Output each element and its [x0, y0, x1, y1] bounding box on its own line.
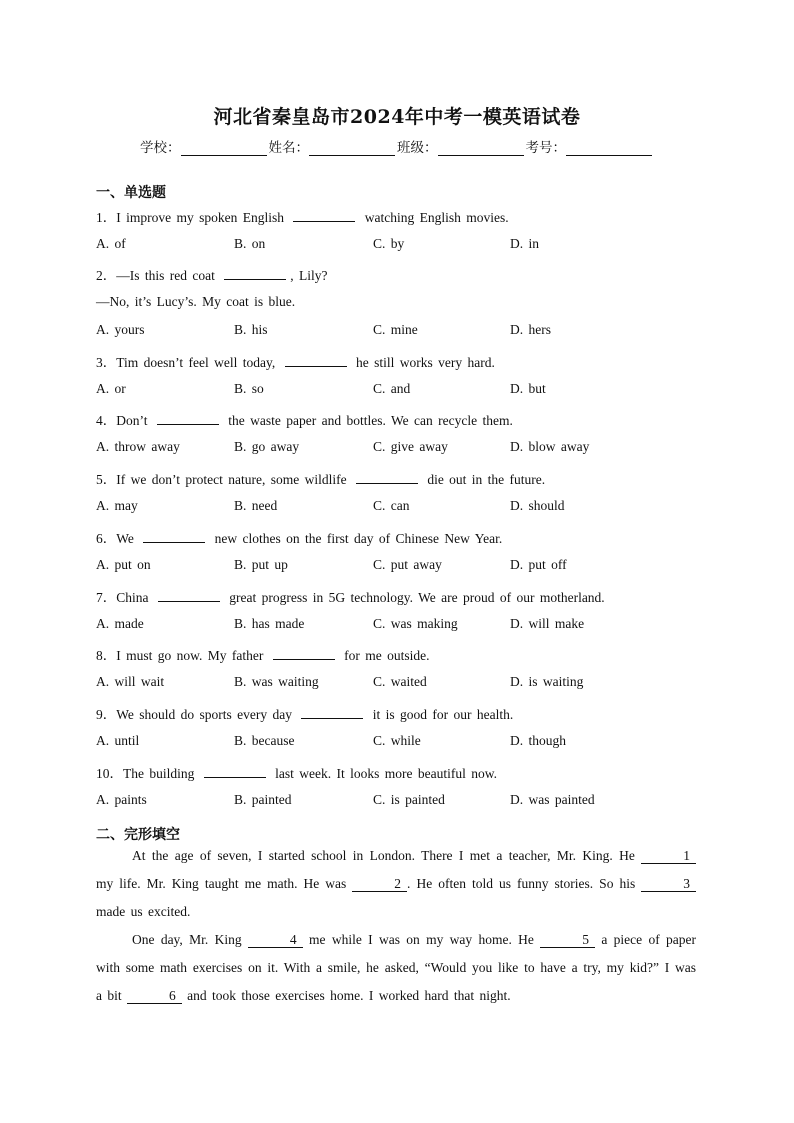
option-c: C. give away — [373, 439, 448, 454]
question-4-options — [96, 439, 716, 457]
question-text: great progress in 5G technology. We are proud of our motherland. — [223, 590, 605, 605]
option-b: B. so — [234, 381, 264, 396]
option-c: C. and — [373, 381, 411, 396]
question-5 — [96, 468, 545, 488]
option-c: C. by — [373, 236, 405, 251]
question-text: watching English movies. — [359, 210, 509, 225]
answer-blank — [143, 529, 205, 543]
question-1-options — [96, 236, 716, 254]
question-7-options — [96, 616, 716, 634]
question-text: 6．We — [96, 531, 140, 546]
question-text: 3．Tim doesn’t feel well today, — [96, 355, 281, 370]
question-7 — [96, 586, 605, 606]
cloze-text: me while I was on my way home. He — [302, 932, 541, 947]
question-8 — [96, 644, 429, 664]
option-a: A. of — [96, 236, 126, 251]
option-b: B. on — [234, 236, 266, 251]
school-label: 学校： — [140, 140, 181, 156]
option-a: A. made — [96, 616, 144, 631]
cloze-text: my life. Mr. King taught me math. He was — [96, 876, 353, 891]
cloze-text: At the age of seven, I started school in London. There I met a teacher, Mr. King. He — [132, 848, 642, 863]
question-text: 1．I improve my spoken English — [96, 210, 290, 225]
answer-blank — [158, 588, 220, 602]
option-b: B. painted — [234, 792, 292, 807]
question-text: new clothes on the first day of Chinese New Year. — [209, 531, 503, 546]
cloze-gap-6: 6 — [127, 989, 182, 1004]
question-text: 8．I must go now. My father — [96, 648, 269, 663]
cloze-gap-4: 4 — [248, 933, 303, 948]
option-a: A. until — [96, 733, 140, 748]
question-10-options — [96, 792, 716, 810]
question-2 — [96, 264, 327, 284]
question-text: 9．We should do sports every day — [96, 707, 298, 722]
question-text: die out in the future. — [421, 472, 546, 487]
page-title: 河北省秦皇岛市2024年中考一模英语试卷 — [213, 106, 581, 128]
option-d: D. though — [510, 733, 566, 748]
option-d: D. hers — [510, 322, 551, 337]
cloze-gap-3: 3 — [641, 877, 696, 892]
option-c: C. can — [373, 498, 410, 513]
question-6 — [96, 527, 502, 547]
option-d: D. put off — [510, 557, 567, 572]
student-info-line — [0, 136, 794, 156]
question-text: it is good for our health. — [367, 707, 514, 722]
question-text: 10．The building — [96, 766, 200, 781]
cloze-paragraph-1 — [96, 842, 696, 926]
option-d: D. is waiting — [510, 674, 584, 689]
answer-blank — [285, 353, 347, 367]
option-b: B. put up — [234, 557, 288, 572]
option-b: B. was waiting — [234, 674, 319, 689]
cloze-text: and took those exercises home. I worked hard that night. — [181, 988, 511, 1003]
option-a: A. or — [96, 381, 126, 396]
school-blank — [181, 141, 267, 156]
option-c: C. while — [373, 733, 421, 748]
question-text: 2．—Is this red coat — [96, 268, 221, 283]
option-b: B. because — [234, 733, 295, 748]
question-8-options — [96, 674, 716, 692]
option-b: B. need — [234, 498, 278, 513]
option-c: C. mine — [373, 322, 418, 337]
question-text: 7．China — [96, 590, 154, 605]
question-text: the waste paper and bottles. We can recycle them. — [222, 413, 513, 428]
option-c: C. put away — [373, 557, 442, 572]
cloze-text: made us excited. — [96, 904, 191, 919]
section-heading-single-choice: 一、单选题 — [96, 185, 166, 201]
answer-blank — [157, 411, 219, 425]
option-d: D. blow away — [510, 439, 590, 454]
answer-blank — [293, 208, 355, 222]
answer-blank — [356, 470, 418, 484]
cloze-text: a piece of paper with some math exercises on it. With a smile, he asked, “Would you like to have a try, my kid?” I was a bit — [96, 932, 696, 1003]
option-c: C. was making — [373, 616, 458, 631]
exam-number-blank — [566, 141, 652, 156]
cloze-text: . He often told us funny stories. So his — [407, 876, 642, 891]
cloze-gap-5: 5 — [540, 933, 595, 948]
option-a: A. paints — [96, 792, 147, 807]
question-text: 4．Don’t — [96, 413, 153, 428]
answer-blank — [273, 646, 335, 660]
option-b: B. his — [234, 322, 268, 337]
cloze-gap-2: 2 — [352, 877, 407, 892]
option-a: A. will wait — [96, 674, 165, 689]
answer-blank — [224, 266, 286, 280]
option-c: C. waited — [373, 674, 427, 689]
cloze-text: One day, Mr. King — [132, 932, 248, 947]
question-text: he still works very hard. — [350, 355, 495, 370]
option-d: D. was painted — [510, 792, 595, 807]
option-d: D. in — [510, 236, 539, 251]
class-label: 班级： — [397, 140, 438, 156]
question-3 — [96, 351, 495, 371]
question-10 — [96, 762, 497, 782]
answer-blank — [204, 764, 266, 778]
question-9-options — [96, 733, 716, 751]
cloze-gap-1: 1 — [641, 849, 696, 864]
answer-blank — [301, 705, 363, 719]
option-b: B. has made — [234, 616, 305, 631]
question-text: , Lily? — [290, 268, 328, 283]
question-6-options — [96, 557, 716, 575]
question-text: 5．If we don’t protect nature, some wildlife — [96, 472, 352, 487]
option-b: B. go away — [234, 439, 300, 454]
name-blank — [309, 141, 395, 156]
exam-number-label: 考号： — [525, 140, 566, 156]
question-9 — [96, 703, 513, 723]
option-c: C. is painted — [373, 792, 445, 807]
name-label: 姓名： — [268, 140, 309, 156]
question-2-reply: —No, it’s Lucy’s. My coat is blue. — [96, 294, 296, 309]
option-a: A. put on — [96, 557, 151, 572]
option-a: A. yours — [96, 322, 145, 337]
option-a: A. may — [96, 498, 138, 513]
question-1 — [96, 206, 509, 226]
option-a: A. throw away — [96, 439, 180, 454]
question-text: for me outside. — [338, 648, 430, 663]
question-3-options — [96, 381, 716, 399]
question-4 — [96, 409, 513, 429]
option-d: D. will make — [510, 616, 585, 631]
option-d: D. but — [510, 381, 546, 396]
cloze-paragraph-2 — [96, 926, 696, 1010]
question-5-options — [96, 498, 716, 516]
option-d: D. should — [510, 498, 565, 513]
question-text: last week. It looks more beautiful now. — [269, 766, 497, 781]
class-blank — [438, 141, 524, 156]
section-heading-cloze: 二、完形填空 — [96, 827, 180, 843]
question-2-options — [96, 322, 716, 340]
